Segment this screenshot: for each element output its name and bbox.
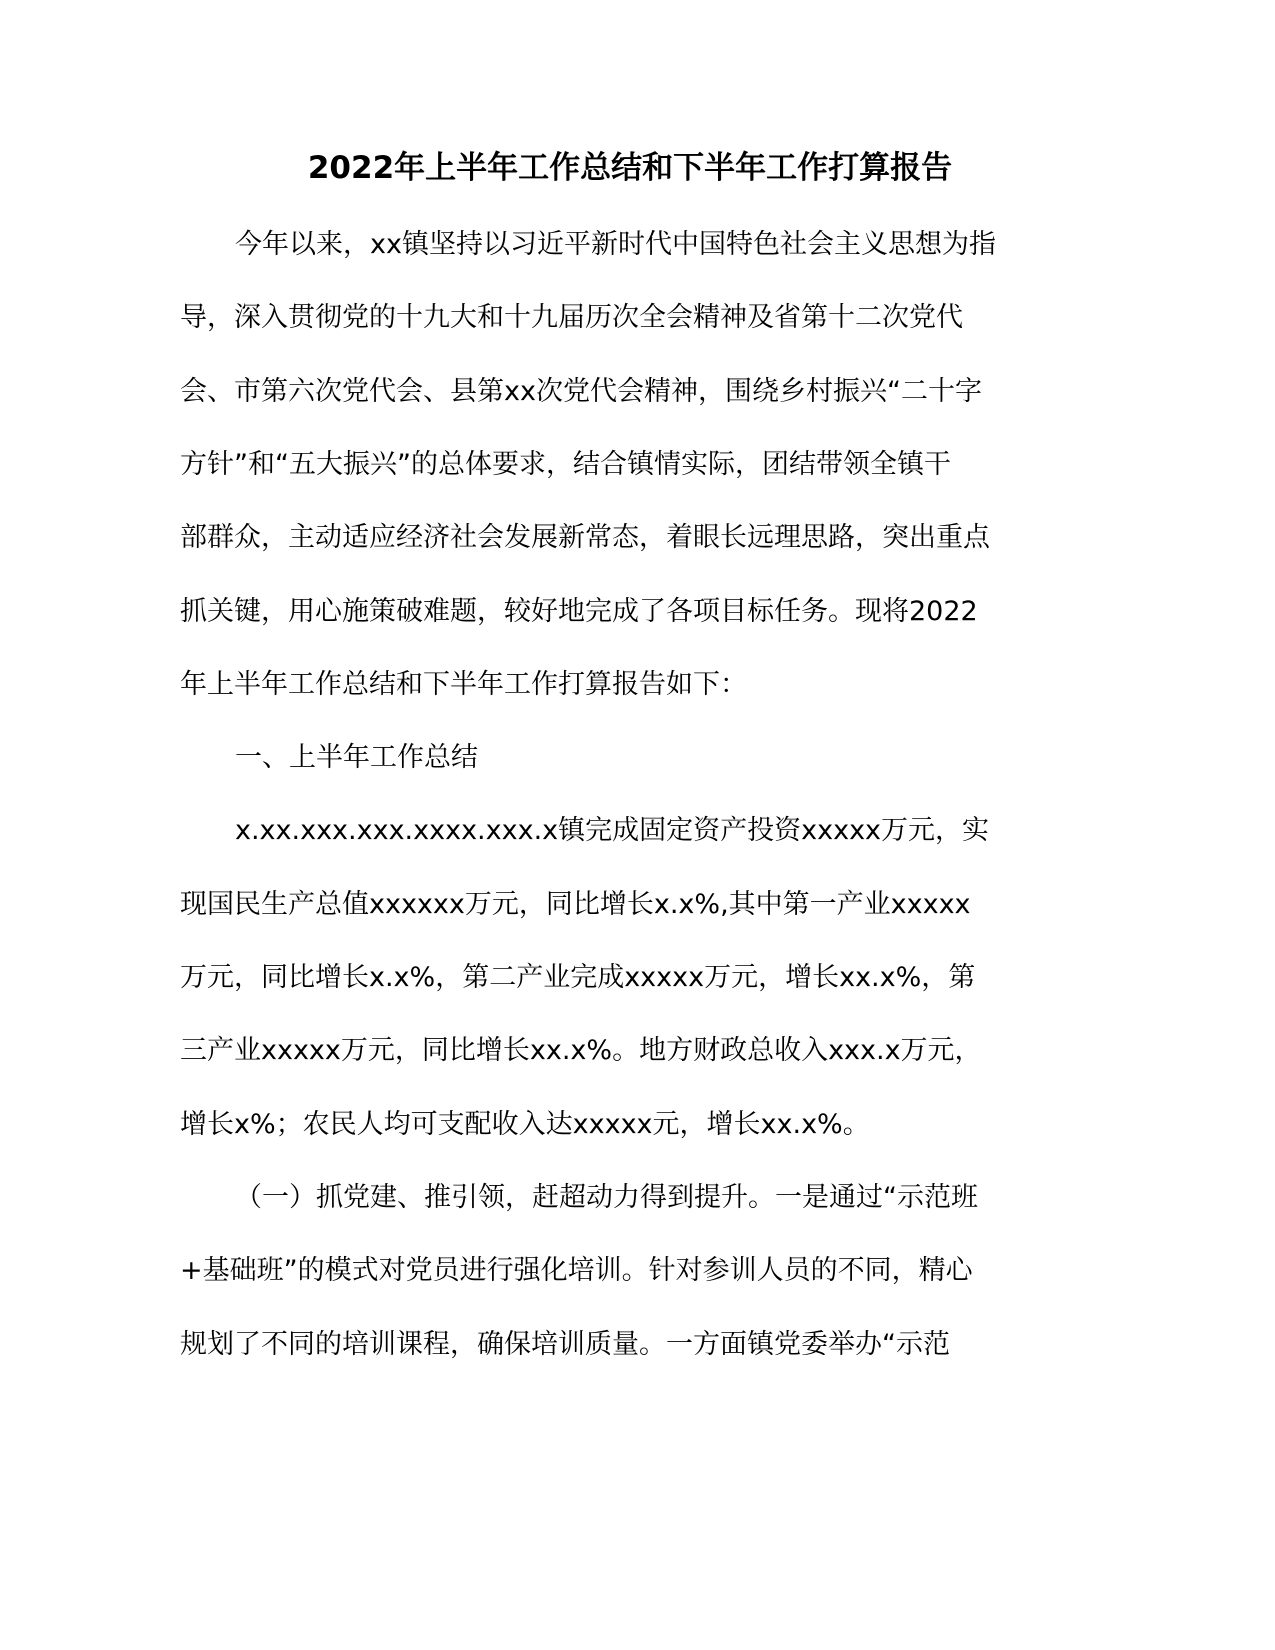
paragraph-line: 导，深入贯彻党的十九大和十九届历次全会精神及省第十二次党代 [180,302,963,334]
paragraph-first-line: （一）抓党建、推引领，赶超动力得到提升。一是通过“示范班 [235,1181,978,1213]
paragraph-line: 万元，同比增长x.x%，第二产业完成xxxxx万元，增长xx.x%，第 [180,962,976,993]
paragraph-line: 会、市第六次党代会、县第xx次党代会精神，围绕乡村振兴“二十字 [180,375,982,407]
paragraph-line: +基础班”的模式对党员进行强化培训。针对参训人员的不同，精心 [180,1255,973,1287]
paragraph-line: 年上半年工作总结和下半年工作打算报告如下： [180,668,747,700]
paragraph-line: 三产业xxxxx万元，同比增长xx.x%。地方财政总收入xxx.x万元， [180,1035,982,1067]
paragraph-first-line: 一、上半年工作总结 [235,742,478,774]
paragraph-line: 部群众，主动适应经济社会发展新常态，着眼长远理思路，突出重点 [180,522,990,554]
paragraph-first-line: x.xx.xxx.xxx.xxxx.xxx.x镇完成固定资产投资xxxxx万元，实 [235,815,990,847]
paragraph-line: 抓关键，用心施策破难题，较好地完成了各项目标任务。现将2022 [180,595,978,627]
paragraph-line: 现国民生产总值xxxxxx万元，同比增长x.x%,其中第一产业xxxxx [180,888,971,920]
document-title: 2022年上半年工作总结和下半年工作打算报告 [307,150,953,186]
paragraph-first-line: 今年以来，xx镇坚持以习近平新时代中国特色社会主义思想为指 [235,229,996,260]
paragraph-line: 增长x%；农民人均可支配收入达xxxxx元，增长xx.x%。 [180,1108,870,1140]
paragraph-line: 规划了不同的培训课程，确保培训质量。一方面镇党委举办“示范 [180,1328,950,1360]
paragraph-line: 方针”和“五大振兴”的总体要求，结合镇情实际，团结带领全镇干 [180,448,951,480]
